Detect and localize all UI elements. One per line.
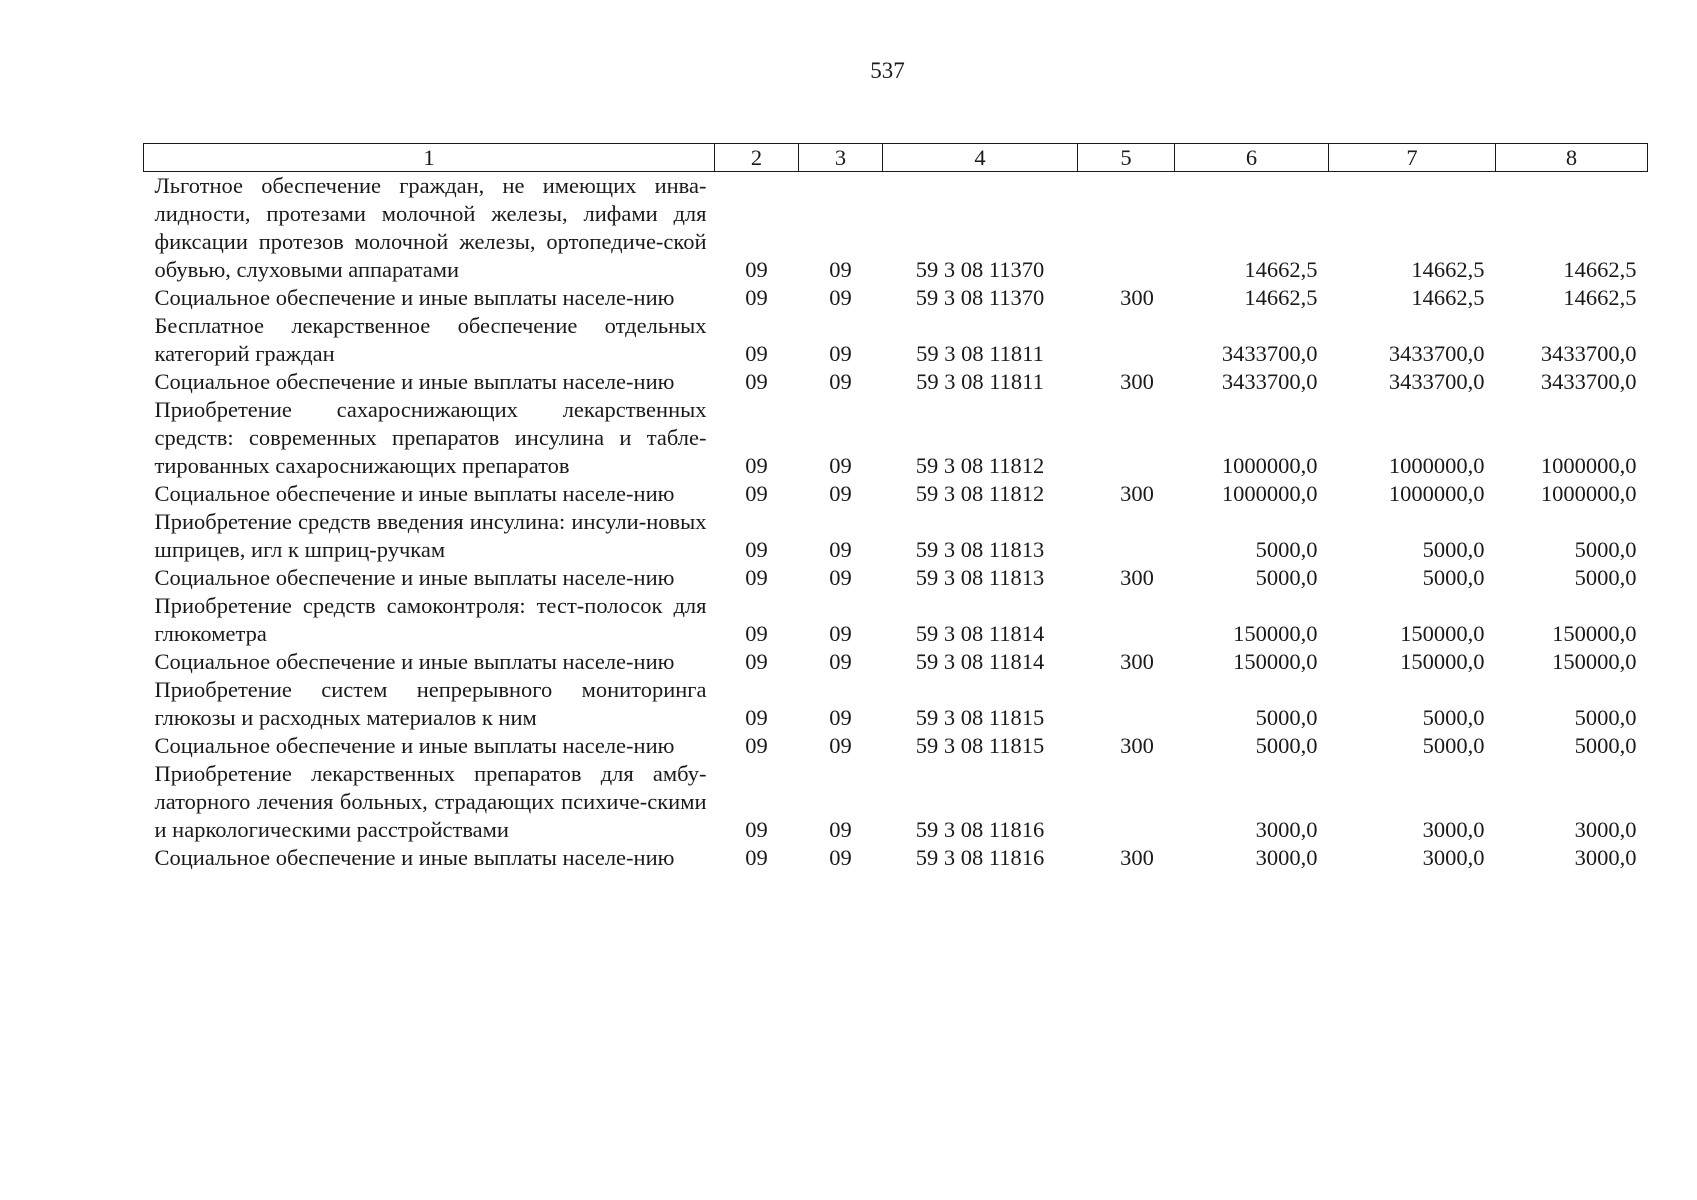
column-header: 5: [1078, 144, 1175, 172]
budget-table: [143, 143, 1648, 872]
amount-col-7: 1000000,0: [1388, 453, 1485, 478]
target-article-code: 59 3 08 11816: [915, 817, 1045, 842]
expense-type-code: 300: [1120, 481, 1154, 506]
target-article-code: 59 3 08 11370: [915, 285, 1045, 310]
expense-type-code: [1078, 592, 1175, 648]
target-article-code: 59 3 08 11816: [915, 845, 1045, 870]
target-article-code: 59 3 08 11814: [915, 649, 1045, 674]
section-code: 09: [745, 341, 768, 366]
column-header: 6: [1175, 144, 1329, 172]
amount-col-7: 5000,0: [1422, 705, 1485, 730]
item-name: Льготное обеспечение граждан, не имеющих инва-лидности, протезами молочной железы, лифами для фиксации протезов молочной железы, ортопедиче-ской обувью, слуховыми аппаратами: [154, 173, 707, 282]
subsection-code: 09: [829, 537, 852, 562]
expense-type-code: 300: [1120, 369, 1154, 394]
section-code: 09: [745, 285, 768, 310]
target-article-code: 59 3 08 11812: [915, 453, 1045, 478]
subsection-code: 09: [829, 649, 852, 674]
item-name: Социальное обеспечение и иные выплаты населе-нию: [154, 481, 675, 506]
item-name: Приобретение средств введения инсулина: инсули-новых шприцев, игл к шприц-ручкам: [154, 509, 707, 562]
table-row: [144, 732, 1648, 760]
target-article-code: 59 3 08 11811: [916, 341, 1044, 366]
amount-col-8: 5000,0: [1574, 565, 1637, 590]
table-row: [144, 676, 1648, 732]
amount-col-6: 14662,5: [1244, 285, 1318, 310]
expense-type-code: 300: [1120, 285, 1154, 310]
subsection-code: 09: [829, 621, 852, 646]
amount-col-7: 5000,0: [1422, 537, 1485, 562]
section-code: 09: [745, 621, 768, 646]
amount-col-6: 150000,0: [1233, 621, 1318, 646]
amount-col-8: 3000,0: [1574, 817, 1637, 842]
amount-col-8: 5000,0: [1574, 537, 1637, 562]
target-article-code: 59 3 08 11812: [915, 481, 1045, 506]
item-name: Социальное обеспечение и иные выплаты населе-нию: [154, 369, 675, 394]
section-code: 09: [745, 453, 768, 478]
subsection-code: 09: [829, 285, 852, 310]
target-article-code: 59 3 08 11814: [915, 621, 1045, 646]
item-name: Социальное обеспечение и иные выплаты населе-нию: [154, 649, 675, 674]
table-row: [144, 592, 1648, 648]
table-row: [144, 284, 1648, 312]
section-code: 09: [745, 369, 768, 394]
amount-col-7: 3433700,0: [1388, 369, 1485, 394]
amount-col-8: 1000000,0: [1540, 453, 1637, 478]
section-code: 09: [745, 565, 768, 590]
column-header: 1: [144, 144, 715, 172]
amount-col-7: 5000,0: [1422, 733, 1485, 758]
target-article-code: 59 3 08 11815: [915, 705, 1045, 730]
amount-col-7: 1000000,0: [1388, 481, 1485, 506]
column-header: 2: [715, 144, 799, 172]
table-row: [144, 844, 1648, 872]
expense-type-code: [1078, 172, 1175, 285]
column-header: 8: [1496, 144, 1648, 172]
amount-col-7: 3000,0: [1422, 817, 1485, 842]
amount-col-7: 3433700,0: [1388, 341, 1485, 366]
amount-col-6: 3433700,0: [1221, 369, 1318, 394]
table-body: [144, 172, 1648, 873]
page-number: 537: [870, 58, 905, 83]
amount-col-8: 150000,0: [1552, 649, 1637, 674]
amount-col-6: 3000,0: [1255, 845, 1318, 870]
amount-col-6: 3433700,0: [1221, 341, 1318, 366]
table-row: [144, 648, 1648, 676]
amount-col-6: 1000000,0: [1221, 453, 1318, 478]
amount-col-8: 14662,5: [1563, 285, 1637, 310]
amount-col-7: 14662,5: [1411, 257, 1485, 282]
amount-col-8: 14662,5: [1563, 257, 1637, 282]
item-name: Социальное обеспечение и иные выплаты населе-нию: [154, 565, 675, 590]
item-name: Приобретение средств самоконтроля: тест-полосок для глюкометра: [154, 593, 707, 646]
section-code: 09: [745, 257, 768, 282]
subsection-code: 09: [829, 341, 852, 366]
expense-type-code: [1078, 396, 1175, 480]
amount-col-6: 14662,5: [1244, 257, 1318, 282]
table-row: [144, 368, 1648, 396]
expense-type-code: 300: [1120, 649, 1154, 674]
amount-col-8: 5000,0: [1574, 733, 1637, 758]
amount-col-8: 3000,0: [1574, 845, 1637, 870]
section-code: 09: [745, 537, 768, 562]
expense-type-code: 300: [1120, 733, 1154, 758]
section-code: 09: [745, 845, 768, 870]
amount-col-8: 5000,0: [1574, 705, 1637, 730]
section-code: 09: [745, 817, 768, 842]
subsection-code: 09: [829, 705, 852, 730]
target-article-code: 59 3 08 11813: [915, 537, 1045, 562]
table-row: [144, 508, 1648, 564]
item-name: Приобретение систем непрерывного мониторинга глюкозы и расходных материалов к ним: [154, 677, 707, 730]
subsection-code: 09: [829, 565, 852, 590]
column-header: 3: [799, 144, 883, 172]
amount-col-7: 150000,0: [1400, 649, 1485, 674]
amount-col-6: 3000,0: [1255, 817, 1318, 842]
item-name: Социальное обеспечение и иные выплаты населе-нию: [154, 845, 675, 870]
table-row: [144, 760, 1648, 844]
subsection-code: 09: [829, 453, 852, 478]
subsection-code: 09: [829, 817, 852, 842]
amount-col-8: 3433700,0: [1540, 341, 1637, 366]
table-header-row: [144, 144, 1648, 172]
expense-type-code: 300: [1120, 845, 1154, 870]
amount-col-8: 150000,0: [1552, 621, 1637, 646]
subsection-code: 09: [829, 481, 852, 506]
table-row: [144, 480, 1648, 508]
table-row: [144, 172, 1648, 285]
table-row: [144, 396, 1648, 480]
amount-col-7: 5000,0: [1422, 565, 1485, 590]
table-row: [144, 312, 1648, 368]
item-name: Социальное обеспечение и иные выплаты населе-нию: [154, 733, 675, 758]
item-name: Приобретение лекарственных препаратов для амбу-латорного лечения больных, страдающих психиче-скими и наркологическими расстройствами: [154, 761, 707, 842]
subsection-code: 09: [829, 369, 852, 394]
amount-col-7: 150000,0: [1400, 621, 1485, 646]
expense-type-code: [1078, 676, 1175, 732]
amount-col-6: 5000,0: [1255, 705, 1318, 730]
target-article-code: 59 3 08 11815: [915, 733, 1045, 758]
amount-col-7: 14662,5: [1411, 285, 1485, 310]
item-name: Социальное обеспечение и иные выплаты населе-нию: [154, 285, 675, 310]
target-article-code: 59 3 08 11811: [916, 369, 1044, 394]
amount-col-6: 150000,0: [1233, 649, 1318, 674]
item-name: Приобретение сахароснижающих лекарственных средств: современных препаратов инсулина и табле-тированных сахароснижающих препаратов: [154, 397, 707, 478]
amount-col-7: 3000,0: [1422, 845, 1485, 870]
target-article-code: 59 3 08 11813: [915, 565, 1045, 590]
column-header: 7: [1329, 144, 1496, 172]
subsection-code: 09: [829, 845, 852, 870]
expense-type-code: 300: [1120, 565, 1154, 590]
amount-col-6: 5000,0: [1255, 565, 1318, 590]
amount-col-6: 1000000,0: [1221, 481, 1318, 506]
target-article-code: 59 3 08 11370: [915, 257, 1045, 282]
section-code: 09: [745, 481, 768, 506]
table-row: [144, 564, 1648, 592]
amount-col-6: 5000,0: [1255, 733, 1318, 758]
section-code: 09: [745, 649, 768, 674]
amount-col-6: 5000,0: [1255, 537, 1318, 562]
subsection-code: 09: [829, 733, 852, 758]
amount-col-8: 1000000,0: [1540, 481, 1637, 506]
section-code: 09: [745, 705, 768, 730]
subsection-code: 09: [829, 257, 852, 282]
expense-type-code: [1078, 760, 1175, 844]
expense-type-code: [1078, 508, 1175, 564]
section-code: 09: [745, 733, 768, 758]
column-header: 4: [883, 144, 1078, 172]
amount-col-8: 3433700,0: [1540, 369, 1637, 394]
item-name: Бесплатное лекарственное обеспечение отдельных категорий граждан: [154, 313, 707, 366]
expense-type-code: [1078, 312, 1175, 368]
